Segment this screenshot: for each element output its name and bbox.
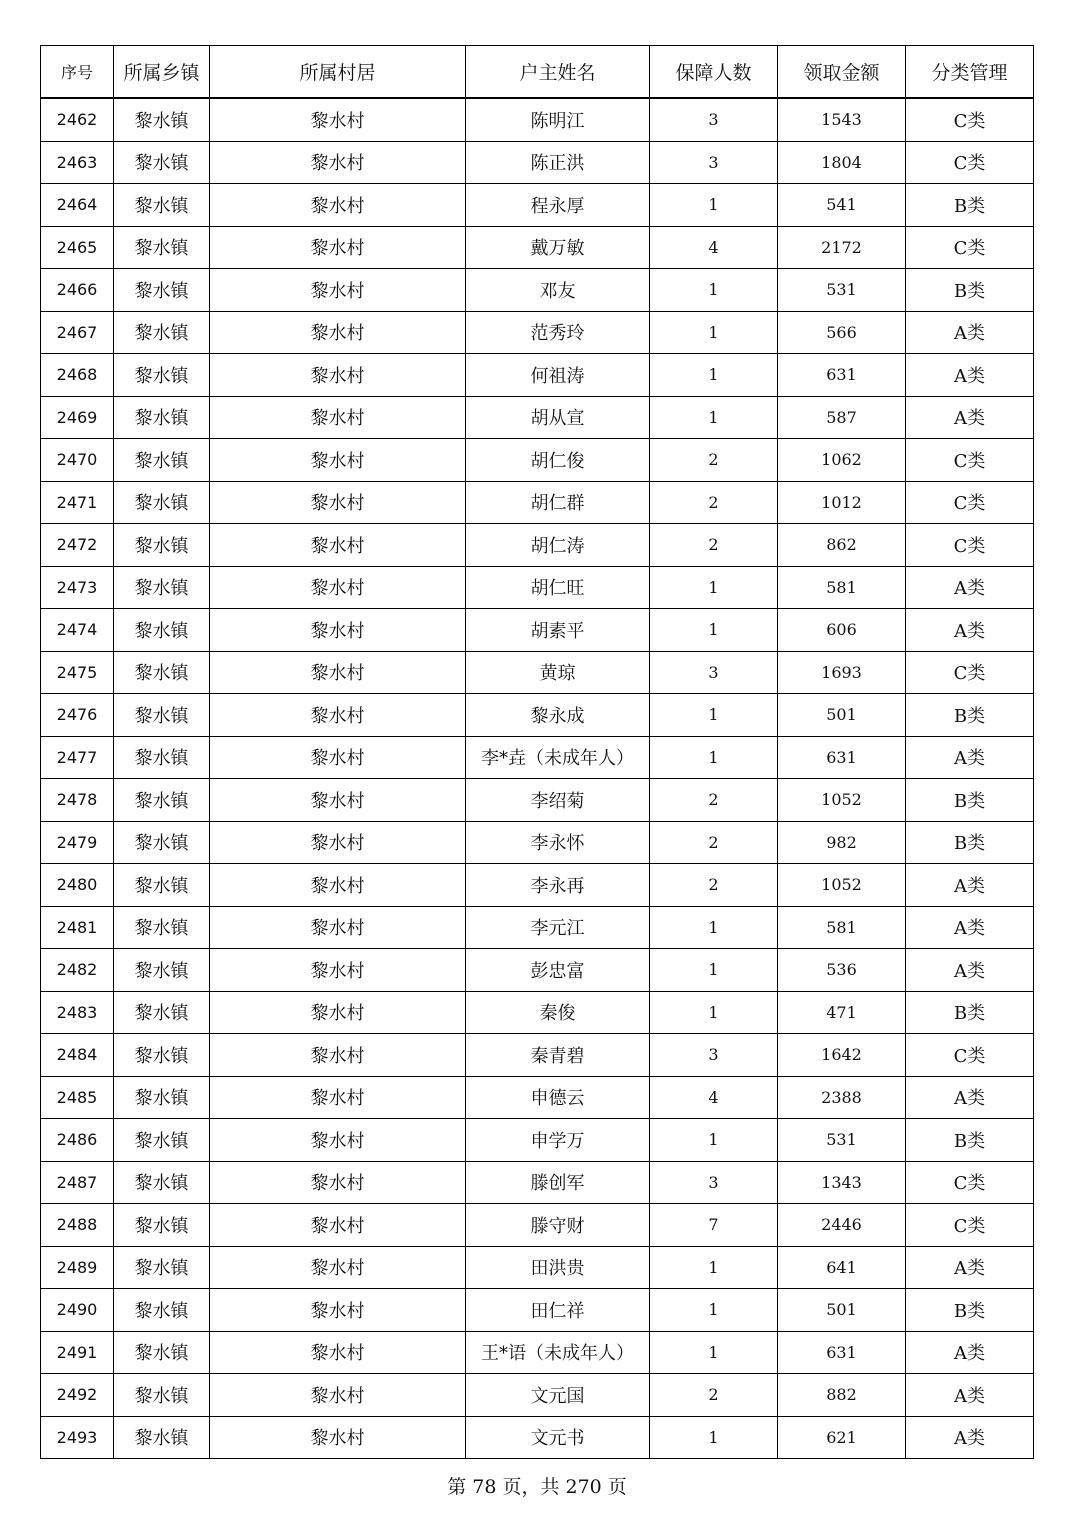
cell-seq: 2465 — [41, 226, 114, 269]
cell-people: 1 — [650, 991, 778, 1034]
table-row — [41, 1119, 1034, 1162]
cell-amount: 1062 — [778, 439, 906, 482]
cell-seq: 2492 — [41, 1374, 114, 1417]
table-row — [41, 694, 1034, 737]
cell-seq: 2472 — [41, 524, 114, 567]
cell-village: 黎水村 — [210, 1331, 466, 1374]
cell-seq: 2473 — [41, 566, 114, 609]
cell-seq: 2493 — [41, 1416, 114, 1459]
cell-amount: 587 — [778, 396, 906, 439]
cell-category: B类 — [906, 779, 1034, 822]
cell-seq: 2488 — [41, 1204, 114, 1247]
cell-village: 黎水村 — [210, 949, 466, 992]
header-amount: 领取金额 — [778, 46, 906, 99]
cell-village: 黎水村 — [210, 821, 466, 864]
cell-people: 1 — [650, 269, 778, 312]
cell-township: 黎水镇 — [114, 694, 210, 737]
cell-amount: 882 — [778, 1374, 906, 1417]
cell-householder: 黎永成 — [466, 694, 650, 737]
table-row — [41, 736, 1034, 779]
cell-township: 黎水镇 — [114, 311, 210, 354]
header-township: 所属乡镇 — [114, 46, 210, 99]
cell-householder: 王*语（未成年人） — [466, 1331, 650, 1374]
cell-category: A类 — [906, 864, 1034, 907]
cell-amount: 1543 — [778, 98, 906, 141]
cell-village: 黎水村 — [210, 906, 466, 949]
cell-householder: 何祖涛 — [466, 354, 650, 397]
cell-householder: 李永再 — [466, 864, 650, 907]
table-row — [41, 566, 1034, 609]
cell-township: 黎水镇 — [114, 98, 210, 141]
cell-people: 2 — [650, 864, 778, 907]
cell-seq: 2464 — [41, 184, 114, 227]
cell-category: A类 — [906, 1374, 1034, 1417]
cell-village: 黎水村 — [210, 481, 466, 524]
cell-category: A类 — [906, 1331, 1034, 1374]
cell-category: A类 — [906, 949, 1034, 992]
cell-seq: 2470 — [41, 439, 114, 482]
cell-township: 黎水镇 — [114, 779, 210, 822]
cell-township: 黎水镇 — [114, 1289, 210, 1332]
cell-township: 黎水镇 — [114, 991, 210, 1034]
cell-category: A类 — [906, 1246, 1034, 1289]
cell-township: 黎水镇 — [114, 1076, 210, 1119]
cell-seq: 2489 — [41, 1246, 114, 1289]
cell-village: 黎水村 — [210, 1204, 466, 1247]
cell-householder: 胡仁涛 — [466, 524, 650, 567]
table-row — [41, 991, 1034, 1034]
cell-seq: 2476 — [41, 694, 114, 737]
cell-seq: 2487 — [41, 1161, 114, 1204]
header-people: 保障人数 — [650, 46, 778, 99]
cell-category: B类 — [906, 821, 1034, 864]
cell-people: 7 — [650, 1204, 778, 1247]
cell-people: 1 — [650, 566, 778, 609]
cell-township: 黎水镇 — [114, 906, 210, 949]
table-row — [41, 864, 1034, 907]
cell-householder: 滕守财 — [466, 1204, 650, 1247]
cell-amount: 581 — [778, 566, 906, 609]
cell-amount: 862 — [778, 524, 906, 567]
cell-category: A类 — [906, 311, 1034, 354]
cell-people: 3 — [650, 651, 778, 694]
cell-people: 1 — [650, 1416, 778, 1459]
cell-people: 1 — [650, 354, 778, 397]
cell-category: C类 — [906, 439, 1034, 482]
cell-township: 黎水镇 — [114, 736, 210, 779]
cell-category: B类 — [906, 694, 1034, 737]
cell-amount: 501 — [778, 694, 906, 737]
cell-amount: 1804 — [778, 141, 906, 184]
header-householder: 户主姓名 — [466, 46, 650, 99]
cell-people: 1 — [650, 1331, 778, 1374]
cell-amount: 1012 — [778, 481, 906, 524]
cell-householder: 邓友 — [466, 269, 650, 312]
cell-category: A类 — [906, 736, 1034, 779]
cell-amount: 641 — [778, 1246, 906, 1289]
cell-township: 黎水镇 — [114, 141, 210, 184]
table-row — [41, 821, 1034, 864]
cell-people: 1 — [650, 906, 778, 949]
cell-householder: 李永怀 — [466, 821, 650, 864]
cell-seq: 2477 — [41, 736, 114, 779]
cell-township: 黎水镇 — [114, 226, 210, 269]
header-village: 所属村居 — [210, 46, 466, 99]
cell-householder: 陈明江 — [466, 98, 650, 141]
table-row — [41, 439, 1034, 482]
table-row — [41, 1289, 1034, 1332]
cell-township: 黎水镇 — [114, 1161, 210, 1204]
table-row — [41, 609, 1034, 652]
cell-category: C类 — [906, 1161, 1034, 1204]
cell-township: 黎水镇 — [114, 864, 210, 907]
cell-householder: 彭忠富 — [466, 949, 650, 992]
cell-category: C类 — [906, 651, 1034, 694]
cell-township: 黎水镇 — [114, 1204, 210, 1247]
cell-householder: 李元江 — [466, 906, 650, 949]
cell-category: C类 — [906, 141, 1034, 184]
cell-village: 黎水村 — [210, 439, 466, 482]
cell-householder: 秦俊 — [466, 991, 650, 1034]
cell-seq: 2467 — [41, 311, 114, 354]
table-row — [41, 1204, 1034, 1247]
cell-amount: 631 — [778, 1331, 906, 1374]
cell-village: 黎水村 — [210, 1416, 466, 1459]
table-row — [41, 396, 1034, 439]
cell-seq: 2480 — [41, 864, 114, 907]
cell-village: 黎水村 — [210, 609, 466, 652]
table-row — [41, 481, 1034, 524]
cell-amount: 541 — [778, 184, 906, 227]
cell-amount: 1052 — [778, 779, 906, 822]
cell-township: 黎水镇 — [114, 651, 210, 694]
cell-householder: 申学万 — [466, 1119, 650, 1162]
cell-amount: 1052 — [778, 864, 906, 907]
table-row — [41, 1246, 1034, 1289]
cell-village: 黎水村 — [210, 98, 466, 141]
cell-township: 黎水镇 — [114, 354, 210, 397]
cell-township: 黎水镇 — [114, 481, 210, 524]
cell-category: C类 — [906, 524, 1034, 567]
table-row — [41, 98, 1034, 141]
cell-people: 3 — [650, 1034, 778, 1077]
cell-township: 黎水镇 — [114, 396, 210, 439]
cell-seq: 2462 — [41, 98, 114, 141]
cell-householder: 戴万敏 — [466, 226, 650, 269]
page-footer: 第 78 页，共 270 页 — [447, 1476, 627, 1498]
cell-village: 黎水村 — [210, 1289, 466, 1332]
cell-category: A类 — [906, 354, 1034, 397]
table-row — [41, 1374, 1034, 1417]
cell-category: A类 — [906, 1076, 1034, 1119]
cell-township: 黎水镇 — [114, 1416, 210, 1459]
cell-people: 3 — [650, 1161, 778, 1204]
cell-householder: 胡从宣 — [466, 396, 650, 439]
cell-householder: 李*垚（未成年人） — [466, 736, 650, 779]
cell-people: 3 — [650, 141, 778, 184]
cell-people: 2 — [650, 481, 778, 524]
header-seq: 序号 — [41, 46, 114, 99]
cell-category: B类 — [906, 269, 1034, 312]
cell-category: C类 — [906, 1034, 1034, 1077]
cell-seq: 2471 — [41, 481, 114, 524]
cell-amount: 2446 — [778, 1204, 906, 1247]
cell-township: 黎水镇 — [114, 566, 210, 609]
cell-amount: 566 — [778, 311, 906, 354]
cell-village: 黎水村 — [210, 864, 466, 907]
cell-village: 黎水村 — [210, 354, 466, 397]
cell-householder: 程永厚 — [466, 184, 650, 227]
cell-village: 黎水村 — [210, 524, 466, 567]
cell-village: 黎水村 — [210, 779, 466, 822]
table-row — [41, 949, 1034, 992]
cell-village: 黎水村 — [210, 141, 466, 184]
cell-amount: 1642 — [778, 1034, 906, 1077]
cell-seq: 2485 — [41, 1076, 114, 1119]
cell-category: B类 — [906, 1289, 1034, 1332]
header-category: 分类管理 — [906, 46, 1034, 99]
cell-village: 黎水村 — [210, 1161, 466, 1204]
table-row — [41, 141, 1034, 184]
cell-township: 黎水镇 — [114, 269, 210, 312]
cell-householder: 文元书 — [466, 1416, 650, 1459]
cell-township: 黎水镇 — [114, 609, 210, 652]
cell-seq: 2468 — [41, 354, 114, 397]
cell-amount: 1343 — [778, 1161, 906, 1204]
cell-amount: 631 — [778, 354, 906, 397]
cell-people: 1 — [650, 1246, 778, 1289]
cell-category: B类 — [906, 1119, 1034, 1162]
cell-village: 黎水村 — [210, 736, 466, 779]
cell-seq: 2466 — [41, 269, 114, 312]
cell-village: 黎水村 — [210, 1246, 466, 1289]
cell-householder: 陈正洪 — [466, 141, 650, 184]
table-row — [41, 524, 1034, 567]
cell-people: 1 — [650, 609, 778, 652]
table-row — [41, 906, 1034, 949]
cell-village: 黎水村 — [210, 1374, 466, 1417]
cell-people: 1 — [650, 1119, 778, 1162]
cell-people: 1 — [650, 396, 778, 439]
cell-category: A类 — [906, 906, 1034, 949]
table-row — [41, 311, 1034, 354]
cell-village: 黎水村 — [210, 184, 466, 227]
cell-people: 1 — [650, 1289, 778, 1332]
cell-category: C类 — [906, 98, 1034, 141]
cell-category: A类 — [906, 1416, 1034, 1459]
cell-village: 黎水村 — [210, 396, 466, 439]
table-row — [41, 1331, 1034, 1374]
cell-householder: 李绍菊 — [466, 779, 650, 822]
cell-category: A类 — [906, 566, 1034, 609]
cell-people: 1 — [650, 184, 778, 227]
cell-seq: 2490 — [41, 1289, 114, 1332]
cell-householder: 胡仁俊 — [466, 439, 650, 482]
cell-amount: 531 — [778, 1119, 906, 1162]
table-row — [41, 1034, 1034, 1077]
cell-people: 2 — [650, 779, 778, 822]
cell-village: 黎水村 — [210, 1034, 466, 1077]
cell-category: A类 — [906, 396, 1034, 439]
cell-village: 黎水村 — [210, 694, 466, 737]
cell-seq: 2482 — [41, 949, 114, 992]
cell-seq: 2479 — [41, 821, 114, 864]
cell-householder: 胡仁群 — [466, 481, 650, 524]
cell-amount: 581 — [778, 906, 906, 949]
cell-village: 黎水村 — [210, 311, 466, 354]
cell-people: 1 — [650, 949, 778, 992]
cell-village: 黎水村 — [210, 226, 466, 269]
cell-householder: 胡素平 — [466, 609, 650, 652]
cell-householder: 滕创军 — [466, 1161, 650, 1204]
cell-category: C类 — [906, 481, 1034, 524]
table-row — [41, 1076, 1034, 1119]
cell-householder: 申德云 — [466, 1076, 650, 1119]
cell-village: 黎水村 — [210, 1076, 466, 1119]
cell-householder: 胡仁旺 — [466, 566, 650, 609]
cell-village: 黎水村 — [210, 991, 466, 1034]
cell-seq: 2478 — [41, 779, 114, 822]
cell-category: C类 — [906, 226, 1034, 269]
cell-category: B类 — [906, 991, 1034, 1034]
cell-amount: 2172 — [778, 226, 906, 269]
cell-township: 黎水镇 — [114, 1246, 210, 1289]
cell-seq: 2481 — [41, 906, 114, 949]
cell-village: 黎水村 — [210, 651, 466, 694]
subsidy-table — [40, 45, 1034, 1459]
cell-people: 2 — [650, 821, 778, 864]
cell-amount: 631 — [778, 736, 906, 779]
table-row — [41, 1161, 1034, 1204]
cell-amount: 2388 — [778, 1076, 906, 1119]
cell-people: 1 — [650, 736, 778, 779]
cell-seq: 2491 — [41, 1331, 114, 1374]
cell-householder: 田洪贵 — [466, 1246, 650, 1289]
cell-people: 2 — [650, 1374, 778, 1417]
cell-householder: 黄琼 — [466, 651, 650, 694]
cell-category: C类 — [906, 1204, 1034, 1247]
table-row — [41, 184, 1034, 227]
cell-seq: 2483 — [41, 991, 114, 1034]
cell-township: 黎水镇 — [114, 949, 210, 992]
cell-township: 黎水镇 — [114, 1119, 210, 1162]
table-row — [41, 651, 1034, 694]
cell-township: 黎水镇 — [114, 821, 210, 864]
cell-category: A类 — [906, 609, 1034, 652]
cell-seq: 2486 — [41, 1119, 114, 1162]
cell-township: 黎水镇 — [114, 1331, 210, 1374]
cell-township: 黎水镇 — [114, 1034, 210, 1077]
cell-seq: 2474 — [41, 609, 114, 652]
table-row — [41, 226, 1034, 269]
cell-amount: 621 — [778, 1416, 906, 1459]
cell-amount: 471 — [778, 991, 906, 1034]
cell-amount: 536 — [778, 949, 906, 992]
cell-category: B类 — [906, 184, 1034, 227]
cell-people: 1 — [650, 694, 778, 737]
table-row — [41, 1416, 1034, 1459]
header-row — [41, 46, 1034, 99]
table-row — [41, 269, 1034, 312]
cell-householder: 田仁祥 — [466, 1289, 650, 1332]
cell-amount: 1693 — [778, 651, 906, 694]
cell-seq: 2484 — [41, 1034, 114, 1077]
cell-people: 2 — [650, 439, 778, 482]
cell-village: 黎水村 — [210, 269, 466, 312]
cell-seq: 2475 — [41, 651, 114, 694]
cell-seq: 2463 — [41, 141, 114, 184]
cell-amount: 531 — [778, 269, 906, 312]
cell-people: 2 — [650, 524, 778, 567]
cell-township: 黎水镇 — [114, 184, 210, 227]
cell-village: 黎水村 — [210, 566, 466, 609]
cell-amount: 606 — [778, 609, 906, 652]
cell-people: 1 — [650, 311, 778, 354]
cell-village: 黎水村 — [210, 1119, 466, 1162]
table-row — [41, 354, 1034, 397]
cell-people: 4 — [650, 1076, 778, 1119]
cell-people: 3 — [650, 98, 778, 141]
cell-seq: 2469 — [41, 396, 114, 439]
table-body — [41, 98, 1034, 1459]
cell-householder: 文元国 — [466, 1374, 650, 1417]
cell-householder: 范秀玲 — [466, 311, 650, 354]
cell-people: 4 — [650, 226, 778, 269]
cell-township: 黎水镇 — [114, 524, 210, 567]
table-row — [41, 779, 1034, 822]
cell-township: 黎水镇 — [114, 1374, 210, 1417]
cell-amount: 501 — [778, 1289, 906, 1332]
cell-householder: 秦青碧 — [466, 1034, 650, 1077]
cell-township: 黎水镇 — [114, 439, 210, 482]
cell-amount: 982 — [778, 821, 906, 864]
